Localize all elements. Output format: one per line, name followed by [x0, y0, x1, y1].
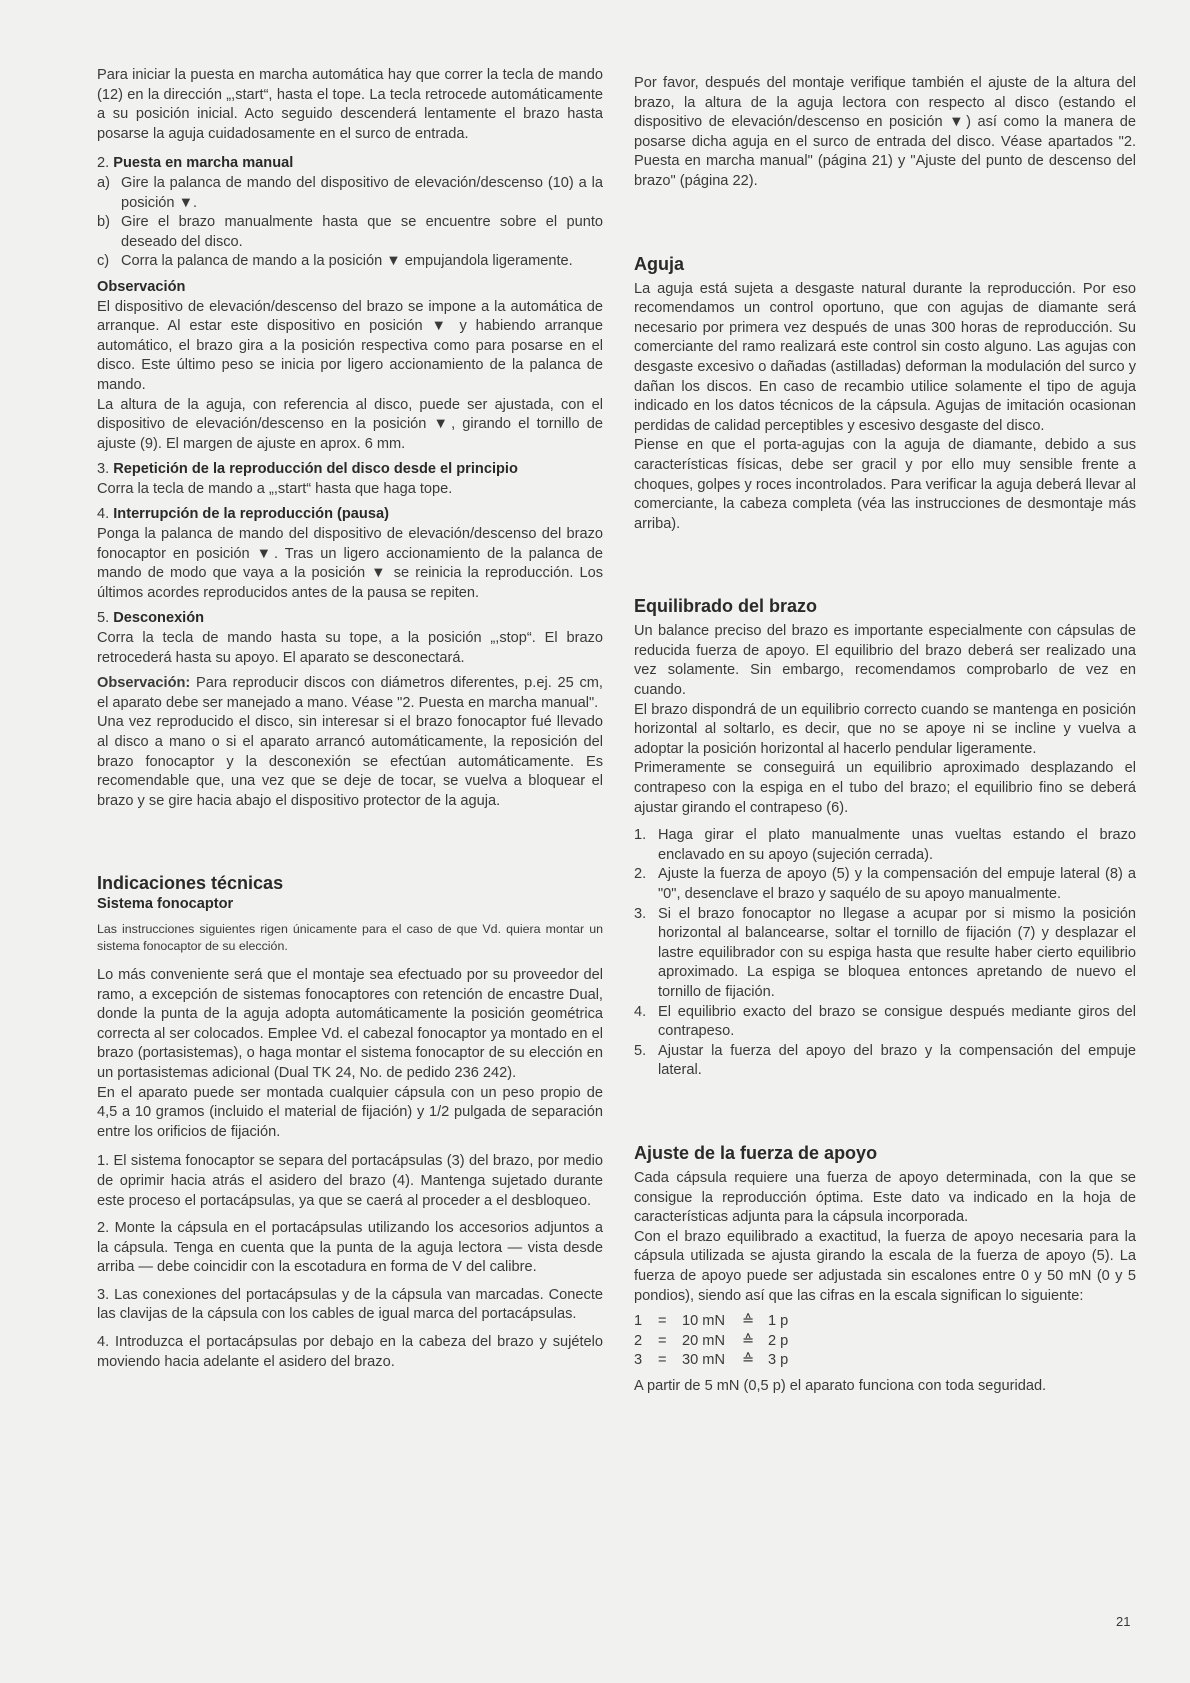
section-3-text: Corra la tecla de mando a „,start“ hasta que haga tope.: [97, 480, 453, 497]
section-5-heading: 5. Desconexión: [97, 610, 205, 627]
list-item: 4. El equilibrio exacto del brazo se consigue después mediante giros del contrapeso.: [634, 1003, 1136, 1040]
section-3-heading: 3. Repetición de la reproducción del disco desde el principio: [97, 461, 518, 478]
tracking-force-heading: Ajuste de la fuerza de apoyo: [634, 1142, 878, 1163]
balancing-paragraph-2: El brazo dispondrá de un equilibrio correcto cuando se mantenga en posición horizontal al soltarlo, es decir, que no se apoye ni se incline y vuelva a adoptar la posición horizontal al hacerlo pendular ligeramente.: [634, 701, 1136, 757]
needle-heading: Aguja: [634, 253, 685, 274]
technical-paragraph-1: Lo más conveniente será que el montaje sea efectuado por su proveedor del ramo, a excepción de sistemas fonocaptores con retención de encastre Dual, donde la punta de la aguja adopta automáticamente la posición geométrica correcta al ser colocados. Emplee Vd. el cabezal fonocaptor ya montado en el brazo (portasistemas), o haga montar el sistema fonocaptor de su elección en un portasistemas adicional (Dual TK 24, No. de pedido 236 242).: [97, 966, 603, 1081]
tech-step-1: 1. El sistema fonocaptor se separa del portacápsulas (3) del brazo, por medio de oprimir hacia atrás el asidero del brazo (4). Mantenga sujetado durante este proceso el portacápsulas, ya que se caerá al proceder a el desbloqueo.: [97, 1153, 603, 1209]
needle-paragraph-2: Piense en que el porta-agujas con la aguja de diamante, debido a sus características físicas, debe ser gracil y por ello muy sensible frente a choques, golpes y roces incontrolados. Para verificar la aguja deberá llevar al comerciante, la cabeza completa (véa las instrucciones de desmontaje más arriba).: [634, 437, 1136, 532]
balancing-steps: [634, 826, 1136, 1081]
observation-2-text: Una vez reproducido el disco, sin interesar si el brazo fonocaptor fué llevado al disco a mano o si el aparato arrancó automáticamente, la reposición del brazo fonocaptor y la desconexión se efectúan automáticamente. Es recomendable que, una vez que se deje de tocar, se vuelva a bloquear el brazo y se gire hacia abajo el dispositivo protector de la aguja.: [97, 714, 603, 809]
force-scale-table: [634, 1312, 1136, 1371]
section-2-heading: 2. Puesta en marcha manual: [97, 155, 294, 172]
intro-paragraph: Para iniciar la puesta en marcha automática hay que correr la tecla de mando (12) en la dirección „,start“, hasta el tope. La tecla retrocede automáticamente a su posición inicial. Acto seguido descenderá lentamente el brazo hasta posarse la aguja cuidadosamente en el surco de entrada.: [97, 67, 603, 142]
left-column: [97, 66, 603, 1372]
table-row: 3 = 30 mN ≙ 3 p: [634, 1352, 789, 1369]
arm-balancing-heading: Equilibrado del brazo: [634, 596, 818, 617]
section-4-text: Ponga la palanca de mando del dispositivo de elevación/descenso del brazo fonocaptor en posición ▼. Tras un ligero accionamiento de la palanca de mando de modo que vaya a la posición ▼ se reinicia la reproducción. Los últimos acordes reproducidos antes de la pausa se repiten.: [97, 526, 603, 601]
section-4-heading: 4. Interrupción de la reproducción (pausa): [97, 506, 389, 523]
list-item: 3. Si el brazo fonocaptor no llegase a acupar por si mismo la posición horizontal al balancearse, soltar el tornillo de fijación (7) y desplazar el lastre equilibrador con su espiga hasta que resulte haber cierto equilibrio aproximado. La espiga se bloquea entonces apretando de nuevo el tornillo de fijación.: [634, 905, 1136, 1000]
section-5-text: Corra la tecla de mando hasta su tope, a la posición „,stop“. El brazo retrocederá hasta su apoyo. El aparato se desconectará.: [97, 630, 603, 666]
observation-label: Observación: [97, 278, 186, 295]
observation-text-2: La altura de la aguja, con referencia al disco, puede ser ajustada, con el dispositivo de elevación/descenso en la posición ▼, girando el tornillo de ajuste (9). El margen de ajuste en aprox. 6 mm.: [97, 396, 603, 452]
tech-step-3: 3. Las conexiones del portacápsulas y de la cápsula van marcadas. Conecte las clavijas de la cápsula con los cables de igual marca del portacápsulas.: [97, 1286, 603, 1323]
list-item: a) Gire la palanca de mando del dispositivo de elevación/descenso (10) a la posición ▼.: [97, 174, 603, 211]
observation-2: Observación: Para reproducir discos con diámetros diferentes, p.ej. 25 cm, el aparato debe ser manejado a mano. Véase "2. Puesta en marcha manual".: [97, 675, 603, 711]
pickup-system-subheading: Sistema fonocaptor: [97, 896, 234, 913]
table-row: 1 = 10 mN ≙ 1 p: [634, 1313, 789, 1330]
list-item: 2. Ajuste la fuerza de apoyo (5) y la compensación del empuje lateral (8) a "0", desenclave el brazo y saquélo de su apoyo manualmente.: [634, 866, 1136, 902]
technical-heading: Indicaciones técnicas: [97, 873, 284, 894]
right-column: [634, 74, 1136, 1396]
section-2-list: [97, 174, 603, 272]
list-item: c) Corra la palanca de mando a la posición ▼ empujandola ligeramente.: [97, 253, 573, 270]
observation-text: El dispositivo de elevación/descenso del brazo se impone a la automática de arranque. Al estar este dispositivo en posición ▼ y habiendo arranque automático, el brazo gira a la posición respectiva como para posarse en el disco. Este último peso se inicia por ligero accionamiento de la palanca de mando.: [97, 298, 603, 393]
page-number: 21: [1116, 1614, 1131, 1629]
balancing-paragraph-3: Primeramente se conseguirá un equilibrio aproximado desplazando el contrapeso con la espiga en el tubo del brazo; el equilibrio fino se deberá ajustar girando el contrapeso (6).: [634, 760, 1136, 816]
tracking-force-paragraph-2: Con el brazo equilibrado a exactitud, la fuerza de apoyo necesaria para la cápsula utilizada se ajusta girando la escala de la fuerza de apoyo (5). La fuerza de apoyo puede ser adjustada sin escalones entre 0 y 50 mN (0 y 5 pondios), siendo así que las cifras en la escala significan lo siguiente:: [634, 1228, 1136, 1304]
list-item: 5. Ajustar la fuerza del apoyo del brazo y la compensación del empuje lateral.: [634, 1042, 1136, 1079]
technical-paragraph-2: En el aparato puede ser montada cualquier cápsula con un peso propio de 4,5 a 10 gramos (incluido el material de fijación) y 1/2 pulgada de separación entre los orificios de fijación.: [97, 1084, 603, 1140]
tracking-force-final: A partir de 5 mN (0,5 p) el aparato funciona con toda seguridad.: [634, 1377, 1047, 1394]
tech-step-4: 4. Introduzca el portacápsulas por debajo en la cabeza del brazo y sujételo moviendo hacia adelante el asidero del brazo.: [97, 1334, 603, 1370]
tracking-force-paragraph-1: Cada cápsula requiere una fuerza de apoyo determinada, con la que se consigue la reproducción óptima. Este dato va indicado en la hoja de características adjunta para la cápsula incorporada.: [634, 1169, 1136, 1226]
technical-note: Las instrucciones siguientes rigen únicamente para el caso de que Vd. quiera montar un sistema fonocaptor de su elección.: [97, 921, 603, 954]
page-binding-edge: [0, 0, 12, 1683]
list-item: 1. Haga girar el plato manualmente unas vueltas estando el brazo enclavado en su apoyo (sujeción cerrada).: [634, 827, 1136, 863]
balancing-paragraph-1: Un balance preciso del brazo es importante especialmente con cápsulas de reducida fuerza de apoyo. El equilibrio del brazo deberá ser realizado una vez solamente. Sin embargo, recomendamos comprobarlo de vez en cuando.: [634, 623, 1136, 699]
mounting-check-paragraph: Por favor, después del montaje verifique también el ajuste de la altura del brazo, la altura de la aguja lectora con respecto al disco (estando el dispositivo de elevación/descenso en posición ▼) así como la manera de posarse dicha aguja en el surco de entrada del disco. Véase apartados "2. Puesta en marcha manual" (página 21) y "Ajuste del punto de descenso del brazo" (página 22).: [634, 75, 1136, 189]
tech-step-2: 2. Monte la cápsula en el portacápsulas utilizando los accesorios adjuntos a la cápsula. Tenga en cuenta que la punta de la aguja lectora — vista desde arriba — debe coincidir con la escotadura en forma de V del calibre.: [97, 1220, 603, 1276]
table-row: 2 = 20 mN ≙ 2 p: [634, 1332, 789, 1349]
list-item: b) Gire el brazo manualmente hasta que se encuentre sobre el punto deseado del disco.: [97, 214, 603, 250]
needle-paragraph-1: La aguja está sujeta a desgaste natural durante la reproducción. Por eso recomendamos un control oportuno, que con agujas de diamante será necesario por primera vez después de unas 300 horas de reproducción. Su comerciante del ramo realizará este control sin costo alguno. Las agujas con desgaste excesivo o dañadas (astilladas) deforman la modulación del surco y dañan los discos. En caso de recambio utilice solamente el tipo de aguja indicado en los datos técnicos de la cápsula. Agujas de imitación ocasionan perdidas de calidad perceptibles y escesivo desgaste del disco.: [634, 280, 1136, 434]
